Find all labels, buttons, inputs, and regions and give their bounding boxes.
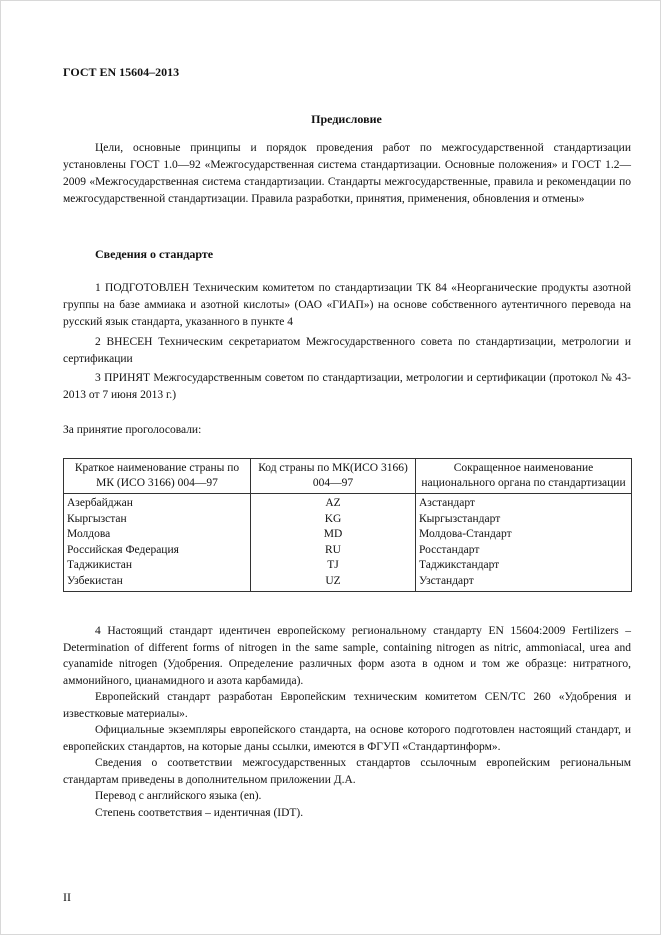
- country-cell: Молдова: [64, 527, 251, 543]
- country-cell: Таджикистан: [64, 558, 251, 574]
- table-row: [64, 574, 632, 592]
- code-cell: RU: [251, 543, 416, 559]
- page-title: Предисловие: [311, 112, 382, 126]
- code-cell: KG: [251, 512, 416, 528]
- item-4-paragraph: 4 Настоящий стандарт идентичен европейскому региональному стандарту EN 15604:2009 Fertilizers – Determination of different forms of nitrogen in the same sample, containing nitrogen as nitric, ammoniacal, urea and cyanamide nitrogen (Удобрения. Определение различных форм азота в одном и том же образце: нитратного, аммонийного, цианамидного и азота карбамида).: [63, 625, 631, 687]
- body-cell: Узстандарт: [416, 574, 632, 592]
- body-cell: Молдова-Стандарт: [416, 527, 632, 543]
- document-header: ГОСТ EN 15604–2013: [63, 65, 180, 79]
- table-row: [64, 527, 632, 543]
- body-cell: Кыргызстандарт: [416, 512, 632, 528]
- page-number: II: [63, 890, 71, 904]
- countries-table: [63, 458, 632, 592]
- item-4-copies-paragraph: Официальные экземпляры европейского стандарта, на основе которого подготовлен настоящий стандарт, и европейских стандартов, на которые даны ссылки, имеются в ФГУП «Стандартинформ».: [63, 724, 631, 753]
- voted-label: За принятие проголосовали:: [63, 424, 202, 436]
- country-cell: Кыргызстан: [64, 512, 251, 528]
- column-header-code: Код страны по МК(ИСО 3166) 004—97: [251, 459, 416, 494]
- code-cell: UZ: [251, 574, 416, 592]
- section-title: Сведения о стандарте: [95, 247, 214, 261]
- item-4-block: [63, 623, 631, 821]
- intro-paragraph: Цели, основные принципы и порядок проведения работ по межгосударственной стандартизации установлены ГОСТ 1.0—92 «Межгосударственная система стандартизации. Основные положения» и ГОСТ 1.2—2009 «Межгосударственная система стандартизации. Стандарты межгосударственные, правила и рекомендации по межгосударственной стандартизации. Правила разработки, принятия, применения, обновления и отмены»: [63, 142, 631, 205]
- code-cell: MD: [251, 527, 416, 543]
- item-4-degree-paragraph: Степень соответствия – идентичная (IDT).: [95, 806, 304, 819]
- item-1-paragraph: 1 ПОДГОТОВЛЕН Техническим комитетом по стандартизации ТК 84 «Неорганические продукты азотной группы на базе аммиака и азотной кислоты» (ОАО «ГИАП») на основе собственного аутентичного перевода на русский язык стандарта, указанного в пункте 4: [63, 282, 631, 328]
- country-cell: Узбекистан: [64, 574, 251, 592]
- body-cell: Росстандарт: [416, 543, 632, 559]
- table-row: [64, 543, 632, 559]
- column-header-body: Сокращенное наименование национального органа по стандартизации: [416, 459, 632, 494]
- column-header-country: Краткое наименование страны по МК (ИСО 3166) 004—97: [64, 459, 251, 494]
- table-header-row: [64, 459, 632, 494]
- table-row: [64, 512, 632, 528]
- item-4-translation-paragraph: Перевод с английского языка (en).: [95, 790, 262, 802]
- table-row: [64, 558, 632, 574]
- country-cell: Азербайджан: [64, 494, 251, 512]
- item-4-conformity-paragraph: Сведения о соответствии межгосударственных стандартов ссылочным европейским региональным стандартам приведены в дополнительном приложении Д.А.: [63, 757, 631, 786]
- body-cell: Азстандарт: [416, 494, 632, 512]
- body-cell: Таджикстандарт: [416, 558, 632, 574]
- item-3-paragraph: 3 ПРИНЯТ Межгосударственным советом по стандартизации, метрологии и сертификации (протокол № 43-2013 от 7 июня 2013 г.): [63, 372, 631, 401]
- code-cell: AZ: [251, 494, 416, 512]
- country-cell: Российская Федерация: [64, 543, 251, 559]
- table-row: [64, 494, 632, 512]
- item-2-paragraph: 2 ВНЕСЕН Техническим секретариатом Межгосударственного совета по стандартизации, метрологии и сертификации: [63, 336, 631, 365]
- item-4-committee-paragraph: Европейский стандарт разработан Европейским техническим комитетом CEN/TC 260 «Удобрения и известковые материалы».: [63, 691, 631, 720]
- code-cell: TJ: [251, 558, 416, 574]
